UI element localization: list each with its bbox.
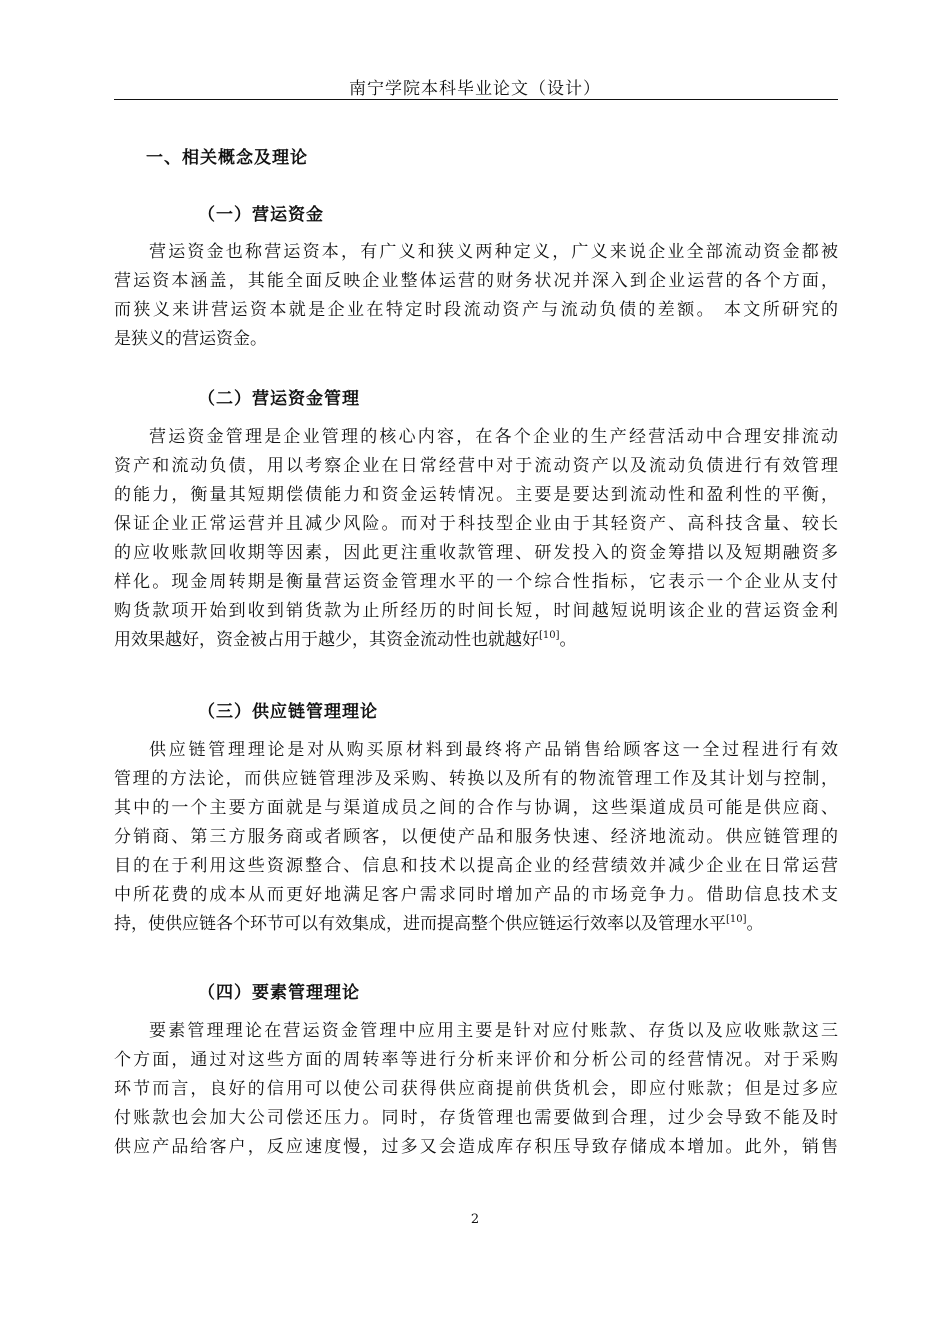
paragraph-line: 管理的方法论，而供应链管理涉及采购、转换以及所有的物流管理工作及其计划与控制， [114, 769, 838, 789]
line-text: 用效果越好，资金被占用于越少，其资金流动性也就越好 [114, 630, 539, 650]
subsection-heading-1: （一）营运资金 [198, 205, 324, 225]
paragraph-line: 供应产品给客户，反应速度慢，过多又会造成库存积压导致存储成本增加。此外，销售 [114, 1137, 838, 1157]
paragraph-line: 是狭义的营运资金。 [114, 329, 267, 349]
paragraph-line: 营运资金管理是企业管理的核心内容，在各个企业的生产经营活动中合理安排流动 [149, 427, 838, 447]
paragraph-line: 资产和流动负债，用以考察企业在日常经营中对于流动资产以及流动负债进行有效管理 [114, 456, 838, 476]
paragraph-working-capital [114, 238, 838, 354]
paragraph-line: 样化。现金周转期是衡量营运资金管理水平的一个综合性指标，它表示一个企业从支付 [114, 572, 838, 592]
running-header-title: 南宁学院本科毕业论文（设计） [349, 79, 601, 99]
paragraph-line: 营运资金也称营运资本，有广义和狭义两种定义，广义来说企业全部流动资金都被 [149, 242, 838, 262]
paragraph-line: 环节而言，良好的信用可以使公司获得供应商提前供货机会，即应付账款；但是过多应 [114, 1079, 838, 1099]
line-tail: 。 [559, 630, 577, 650]
paragraph-element-management [114, 1017, 838, 1162]
line-tail: 。 [746, 914, 764, 934]
paragraph-line: 保证企业正常运营并且减少风险。而对于科技型企业由于其轻资产、高科技含量、较长 [114, 514, 838, 534]
paragraph-line: 的能力，衡量其短期偿债能力和资金运转情况。主要是要达到流动性和盈利性的平衡， [114, 485, 838, 505]
subsection-heading-2: （二）营运资金管理 [198, 389, 360, 409]
subsection-heading-3: （三）供应链管理理论 [198, 702, 378, 722]
paragraph-line: 而狭义来讲营运资本就是企业在特定时段流动资产与流动负债的差额。 本文所研究的 [114, 300, 838, 320]
paragraph-line: 购货款项开始到收到销货款为止所经历的时间长短，时间越短说明该企业的营运资金利 [114, 601, 838, 621]
paragraph-line: 营运资本涵盖，其能全面反映企业整体运营的财务状况并深入到企业运营的各个方面， [114, 271, 838, 291]
paragraph-line: 个方面，通过对这些方面的周转率等进行分析来评价和分析公司的经营情况。对于采购 [114, 1050, 838, 1070]
paragraph-working-capital-management [114, 423, 838, 655]
paragraph-line: 付账款也会加大公司偿还压力。同时，存货管理也需要做到合理，过少会导致不能及时 [114, 1108, 838, 1128]
paragraph-line: 的应收账款回收期等因素，因此更注重收款管理、研发投入的资金筹措以及短期融资多 [114, 543, 838, 563]
paragraph-line-last [114, 626, 838, 655]
paragraph-line: 目的在于利用这些资源整合、信息和技术以提高企业的经营绩效并减少企业在日常运营 [114, 856, 838, 876]
paragraph-line: 中所花费的成本从而更好地满足客户需求同时增加产品的市场竞争力。借助信息技术支 [114, 885, 838, 905]
paragraph-line: 供应链管理理论是对从购买原材料到最终将产品销售给顾客这一全过程进行有效 [149, 740, 838, 760]
paragraph-line-last [114, 910, 838, 939]
paragraph-supply-chain [114, 736, 838, 939]
header-divider [114, 99, 838, 100]
paragraph-line: 其中的一个主要方面就是与渠道成员之间的合作与协调，这些渠道成员可能是供应商、 [114, 798, 838, 818]
subsection-heading-4: （四）要素管理理论 [198, 983, 360, 1003]
paragraph-line: 要素管理理论在营运资金管理中应用主要是针对应付账款、存货以及应收账款这三 [149, 1021, 838, 1041]
page-number: 2 [470, 1212, 480, 1227]
citation: [10] [726, 914, 747, 925]
section-heading: 一、相关概念及理论 [146, 148, 308, 168]
paragraph-line: 分销商、第三方服务商或者顾客，以便使产品和服务快速、经济地流动。供应链管理的 [114, 827, 838, 847]
line-text: 持，使供应链各个环节可以有效集成，进而提高整个供应链运行效率以及管理水平 [114, 914, 726, 934]
citation: [10] [539, 630, 560, 641]
